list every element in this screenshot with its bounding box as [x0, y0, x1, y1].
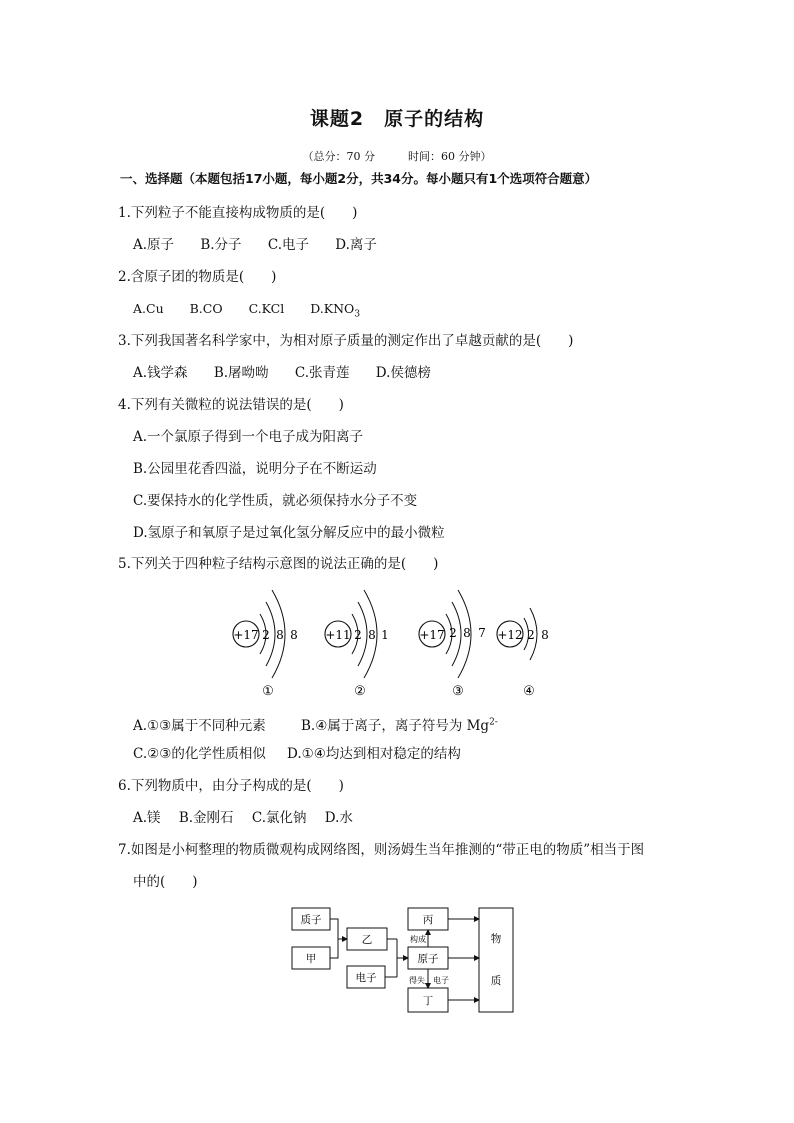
option-b: B.CO	[189, 301, 223, 316]
section-heading: 一、选择题（本题包括17小题，每小题2分，共34分。每小题只有1个选项符合题意）	[120, 171, 598, 186]
electron-label: 电子	[355, 972, 377, 984]
shell-electrons: 8	[541, 628, 549, 642]
option-b: B.金刚石	[178, 810, 234, 826]
option-b	[301, 718, 498, 734]
option-b: B.公园里花香四溢，说明分子在不断运动	[133, 461, 377, 477]
option-d: D.侯德榜	[375, 365, 431, 381]
bing-label: 丙	[422, 914, 434, 926]
yi-label: 乙	[361, 934, 373, 946]
option-b: B.屠呦呦	[213, 365, 269, 381]
option-a: A.Cu	[133, 301, 164, 316]
question-2-stem: 2.含原子团的物质是( )	[118, 269, 277, 285]
option-c: C.KCl	[248, 301, 285, 316]
question-1-options	[133, 236, 377, 254]
nucleus-charge: +17	[233, 628, 259, 642]
shell-electrons: 2	[354, 628, 362, 642]
diagram-label: ④	[523, 684, 535, 699]
option-b-text: B.④属于离子，离子符号为 Mg	[301, 717, 490, 734]
diagram-label: ②	[354, 684, 366, 699]
matter-structure-network-diagram	[285, 900, 525, 1024]
shell-electrons: 8	[290, 628, 298, 642]
proton-label: 质子	[300, 914, 322, 926]
goucheng-label: 构成	[410, 935, 426, 944]
option-d	[310, 300, 360, 324]
nucleus-charge: +11	[325, 628, 351, 642]
diagram-label: ③	[452, 684, 464, 699]
shell-electrons: 7	[478, 626, 486, 640]
page-title: 课题2 原子的结构	[309, 108, 485, 130]
substance-char-1: 物	[490, 933, 502, 945]
option-b: B.分子	[200, 237, 242, 253]
diagram-label: ①	[262, 684, 274, 699]
option-a: A.钱学森	[133, 365, 188, 381]
substance-box	[479, 908, 513, 1012]
superscript: 2-	[489, 717, 498, 727]
jia-label: 甲	[305, 953, 317, 965]
particle-diagram-1	[233, 590, 298, 699]
score-time-info: （总分：70 分 时间：60 分钟）	[302, 150, 492, 163]
option-a: A.原子	[133, 237, 175, 253]
deshi-label: 得失	[409, 976, 425, 985]
question-2-options	[133, 300, 360, 324]
option-d: D.氢原子和氧原子是过氧化氢分解反应中的最小微粒	[133, 525, 445, 541]
particle-diagram-2	[325, 590, 389, 699]
dianzi-label: 电子	[433, 976, 449, 985]
option-a: A.镁	[133, 810, 161, 826]
particle-diagram-3	[419, 590, 486, 699]
question-5-options-cd	[133, 745, 461, 763]
option-c: C.要保持水的化学性质，就必须保持水分子不变	[133, 493, 418, 509]
shell-electrons: 2	[449, 626, 457, 640]
question-4-stem: 4.下列有关微粒的说法错误的是( )	[118, 397, 344, 413]
question-3-options	[133, 364, 431, 382]
shell-electrons: 8	[276, 628, 284, 642]
option-d-formula: D.KNO	[310, 301, 355, 316]
atomic-structure-diagrams	[220, 582, 580, 702]
atom-label: 原子	[417, 953, 439, 965]
question-1-stem: 1.下列粒子不能直接构成物质的是( )	[118, 205, 358, 221]
question-7-stem-cont: 中的( )	[133, 874, 198, 890]
question-5-options-ab	[133, 713, 498, 735]
option-c: C.②③的化学性质相似	[133, 746, 266, 762]
option-d: D.水	[324, 810, 353, 826]
shell-electrons: 1	[381, 628, 389, 642]
option-d: D.离子	[335, 237, 377, 253]
question-6-stem: 6.下列物质中，由分子构成的是( )	[118, 778, 344, 794]
option-c: C.电子	[267, 237, 309, 253]
shell-electrons: 8	[463, 626, 471, 640]
option-c: C.氯化钠	[251, 810, 307, 826]
option-d: D.①④均达到相对稳定的结构	[287, 746, 461, 762]
question-7-stem: 7.如图是小柯整理的物质微观构成网络图，则汤姆生当年推测的“带正电的物质”相当于图	[118, 842, 645, 858]
shell-electrons: 2	[262, 628, 270, 642]
nucleus-charge: +12	[497, 628, 523, 642]
option-a: A.①③属于不同种元素	[133, 717, 266, 734]
nucleus-charge: +17	[419, 628, 445, 642]
option-c: C.张青莲	[294, 365, 350, 381]
particle-diagram-4	[497, 608, 549, 699]
substance-char-2: 质	[490, 975, 502, 987]
subscript: 3	[354, 309, 361, 320]
shell-electrons: 8	[368, 628, 376, 642]
option-a: A.一个氯原子得到一个电子成为阳离子	[133, 429, 364, 445]
question-3-stem: 3.下列我国著名科学家中，为相对原子质量的测定作出了卓越贡献的是( )	[118, 333, 574, 349]
question-6-options	[133, 809, 353, 827]
question-5-stem: 5.下列关于四种粒子结构示意图的说法正确的是( )	[118, 556, 439, 572]
shell-electrons: 2	[527, 628, 535, 642]
ding-label: 丁	[422, 995, 434, 1007]
